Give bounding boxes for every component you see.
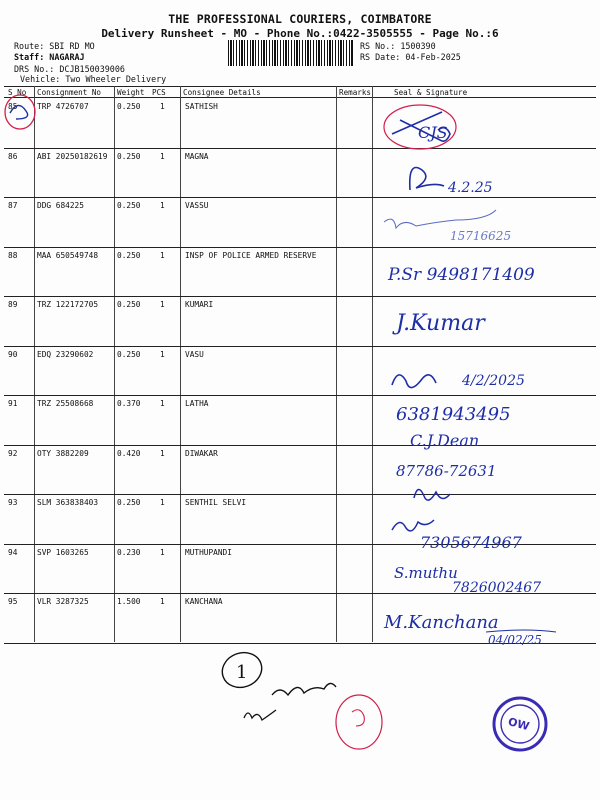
row-consignee: MAGNA — [185, 151, 209, 161]
row-weight: 1.500 — [117, 597, 141, 606]
row-consignment: DDG 684225 — [37, 201, 84, 210]
row-consignee: KANCHANA — [185, 597, 223, 606]
column-divider — [180, 86, 181, 642]
row-weight: 0.420 — [117, 448, 141, 458]
footer-signature — [272, 683, 336, 695]
row-sno: 88 — [8, 250, 18, 260]
row-consignment: TRZ 25508668 — [37, 399, 94, 408]
footer-red-scribble — [352, 710, 364, 726]
document-title: THE PROFESSIONAL COURIERS, COIMBATORE — [168, 12, 432, 26]
row-sno: 85 — [8, 102, 18, 111]
row-sno: 95 — [8, 597, 18, 606]
row-divider — [4, 593, 596, 594]
row-consignee: VASU — [185, 349, 204, 359]
vehicle-label: Vehicle: Two Wheeler Delivery — [20, 74, 167, 84]
row85-red-circle — [384, 105, 456, 149]
row-consignee: VASSU — [185, 201, 209, 210]
row-sno: 93 — [8, 498, 18, 507]
row-consignment: EDQ 23290602 — [37, 349, 94, 359]
stamp-text: OW — [506, 715, 531, 734]
row-consignee: DIWAKAR — [185, 448, 218, 458]
row-consignment: MAA 650549748 — [37, 250, 99, 260]
row-weight: 0.250 — [117, 349, 141, 359]
row-pcs: 1 — [160, 349, 165, 359]
row-divider — [4, 247, 596, 248]
rs-date: RS Date: 04-Feb-2025 — [360, 52, 461, 62]
courier-stamp — [494, 698, 546, 750]
row91-name: C.J.Dean — [410, 431, 480, 450]
row95-name: M.Kanchana — [384, 612, 499, 633]
row-divider — [4, 395, 596, 396]
row-divider — [4, 445, 596, 446]
row-pcs: 1 — [160, 547, 165, 557]
rs-number: RS No.: 1500390 — [360, 41, 436, 51]
footer-number: 1 — [236, 662, 248, 683]
row-weight: 0.230 — [117, 547, 141, 557]
row-consignment: TRZ 122172705 — [37, 300, 99, 309]
row-consignee: SENTHIL SELVI — [185, 498, 247, 507]
row-consignee: KUMARI — [185, 300, 214, 309]
row-consignment: SLM 363838403 — [37, 498, 99, 507]
row89-signature: J.Kumar — [396, 311, 485, 336]
footer-red-circle — [336, 695, 382, 749]
row87-signature — [384, 210, 496, 228]
row-pcs: 1 — [160, 102, 165, 111]
row-weight: 0.250 — [117, 201, 141, 210]
row-divider — [4, 643, 596, 644]
row-sno: 89 — [8, 300, 18, 309]
col-header-sno: S No — [8, 88, 27, 97]
row-consignee: MUTHUPANDI — [185, 547, 232, 557]
row-pcs: 1 — [160, 597, 165, 606]
row-pcs: 1 — [160, 448, 165, 458]
drs-label: DRS No.: DCJB150039006 — [14, 64, 125, 74]
row-divider — [4, 296, 596, 297]
row85-signature — [392, 112, 450, 141]
barcode — [228, 40, 354, 66]
column-divider — [336, 86, 337, 642]
table-top-rule — [4, 86, 596, 87]
row-sno: 91 — [8, 399, 18, 408]
row85-stamp-text: CJS — [418, 123, 448, 142]
row91-phone: 6381943495 — [396, 404, 511, 425]
row-consignment: OTY 3882209 — [37, 448, 89, 458]
document-subtitle: Delivery Runsheet - MO - Phone No.:0422-3505555 - Page No.:6 — [101, 27, 499, 40]
row-consignment: TRP 4726707 — [37, 102, 89, 111]
footer-circle-mark — [217, 647, 266, 693]
row-weight: 0.250 — [117, 300, 141, 309]
row95-date: 04/02/25 — [488, 633, 542, 647]
route-label: Route: SBI RD MO — [14, 41, 95, 51]
col-header-consignment: Consignment No — [37, 88, 102, 97]
row90-signature — [392, 375, 436, 388]
col-header-consignee: Consignee Details — [183, 88, 261, 97]
row88-text: P.Sr 9498171409 — [388, 265, 535, 285]
row-weight: 0.250 — [117, 151, 141, 161]
row94-phone: 7826002467 — [452, 580, 542, 596]
column-divider — [114, 86, 115, 642]
row-weight: 0.250 — [117, 250, 141, 260]
row-sno: 87 — [8, 201, 18, 210]
col-header-pcs: PCS — [152, 88, 166, 97]
row-weight: 0.370 — [117, 399, 141, 408]
red-circle-mark — [5, 95, 35, 129]
row-sno: 86 — [8, 151, 18, 161]
row-consignment: VLR 3287325 — [37, 597, 89, 606]
row95-underline — [486, 630, 556, 632]
table-header-rule — [4, 97, 596, 98]
row-consignee: SATHISH — [185, 102, 218, 111]
row-weight: 0.250 — [117, 102, 141, 111]
col-header-seal-signature: Seal & Signature — [394, 88, 468, 97]
row-sno: 94 — [8, 547, 18, 557]
row92-phone: 87786-72631 — [396, 462, 497, 480]
row-consignment: SVP 1603265 — [37, 547, 89, 557]
row-consignee: INSP OF POLICE ARMED RESERVE — [185, 250, 317, 260]
column-divider — [372, 86, 373, 642]
row-consignment: ABI 20250182619 — [37, 151, 108, 161]
row94-name: S.muthu — [394, 564, 458, 582]
row-pcs: 1 — [160, 201, 165, 210]
row-pcs: 1 — [160, 151, 165, 161]
row-consignee: LATHA — [185, 399, 209, 408]
row-divider — [4, 148, 596, 149]
row93-phone: 7305674967 — [420, 533, 522, 552]
col-header-remarks: Remarks — [339, 88, 372, 97]
courier-stamp-inner — [501, 705, 539, 743]
row93-signature — [392, 520, 434, 531]
row-pcs: 1 — [160, 498, 165, 507]
row-divider — [4, 197, 596, 198]
row-pcs: 1 — [160, 250, 165, 260]
col-header-weight: Weight — [117, 88, 145, 97]
row-divider — [4, 494, 596, 495]
row-weight: 0.250 — [117, 498, 141, 507]
row-divider — [4, 544, 596, 545]
row90-date: 4/2/2025 — [462, 373, 525, 389]
row86-date: 4.2.25 — [448, 180, 493, 196]
column-divider — [34, 86, 35, 642]
row86-signature — [410, 168, 444, 191]
row87-text: 15716625 — [450, 229, 512, 243]
row-pcs: 1 — [160, 399, 165, 408]
staff-label: Staff: NAGARAJ — [14, 52, 85, 62]
row-pcs: 1 — [160, 300, 165, 309]
row-divider — [4, 346, 596, 347]
row-sno: 92 — [8, 448, 18, 458]
row-sno: 90 — [8, 349, 18, 359]
footer-initials — [244, 710, 276, 720]
